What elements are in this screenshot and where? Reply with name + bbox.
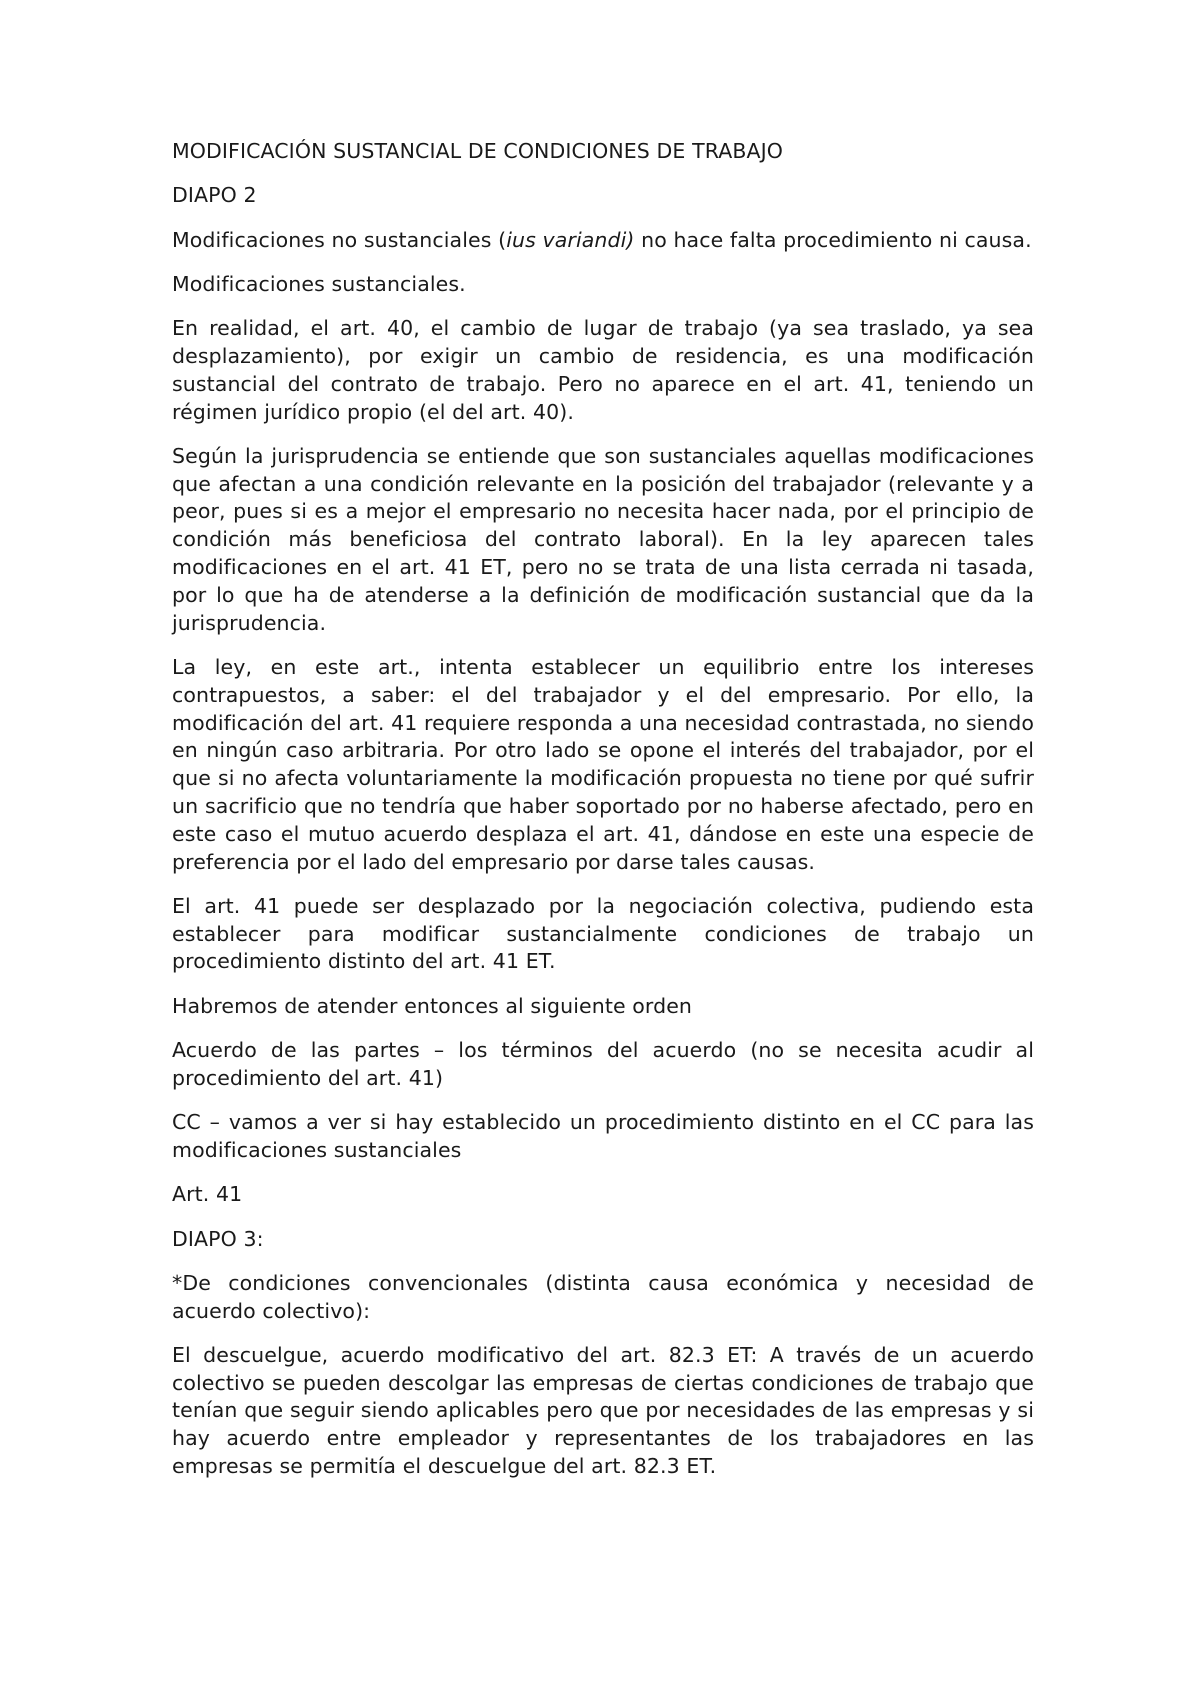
- paragraph-text: Modificaciones no sustanciales (: [172, 227, 507, 252]
- paragraph-art-41: Art. 41: [172, 1182, 243, 1207]
- document-title: MODIFICACIÓN SUSTANCIAL DE CONDICIONES DE TRABAJO: [172, 139, 784, 163]
- paragraph-text: no hace falta procedimiento ni causa.: [634, 227, 1032, 252]
- paragraph-descuelgue: El descuelgue, acuerdo modificativo del art. 82.3 ET: A través de un acuerdo colectivo se pueden descolgar las empresas de ciertas condiciones de trabajo que tenían que seguir siendo aplicables pero que por necesidades de las empresas y si hay acuerdo entre empleador y representantes de los trabajadores en las empresas se permitía el descuelgue del art. 82.3 ET.: [172, 1342, 1034, 1479]
- document-body: [172, 138, 1034, 1497]
- paragraph-jurisprudencia: Según la jurisprudencia se entiende que son sustanciales aquellas modificaciones que afectan a una condición relevante en la posición del trabajador (relevante y a peor, pues si es a mejor el empresario no necesita hacer nada, por el principio de condición más beneficiosa del contrato laboral). En la ley aparecen tales modificaciones en el art. 41 ET, pero no se trata de una lista cerrada ni tasada, por lo que ha de atenderse a la definición de modificación sustancial que da la jurisprudencia.: [172, 443, 1034, 635]
- italic-term: ius variandi): [506, 227, 635, 252]
- paragraph-negociacion-colectiva: El art. 41 puede ser desplazado por la negociación colectiva, pudiendo esta establecer para modificar sustancialmente condiciones de trabajo un procedimiento distinto del art. 41 ET.: [172, 893, 1034, 974]
- paragraph-sustanciales: Modificaciones sustanciales.: [172, 271, 466, 296]
- paragraph-cc: CC – vamos a ver si hay establecido un procedimiento distinto en el CC para las modificaciones sustanciales: [172, 1110, 1034, 1162]
- paragraph-no-sustanciales: [172, 227, 1034, 255]
- paragraph-orden: Habremos de atender entonces al siguiente orden: [172, 993, 693, 1018]
- paragraph-acuerdo-partes: Acuerdo de las partes – los términos del acuerdo (no se necesita acudir al procedimiento del art. 41): [172, 1038, 1034, 1090]
- paragraph-art-40: En realidad, el art. 40, el cambio de lugar de trabajo (ya sea traslado, ya sea desplazamiento), por exigir un cambio de residencia, es una modificación sustancial del contrato de trabajo. Pero no aparece en el art. 41, teniendo un régimen jurídico propio (el del art. 40).: [172, 316, 1034, 424]
- section-heading-diapo-2: DIAPO 2: [172, 183, 257, 208]
- paragraph-condiciones-convencionales: *De condiciones convencionales (distinta causa económica y necesidad de acuerdo colectivo):: [172, 1270, 1034, 1323]
- section-heading-diapo-3: DIAPO 3:: [172, 1226, 264, 1251]
- paragraph-equilibrio: La ley, en este art., intenta establecer un equilibrio entre los intereses contrapuestos, a saber: el del trabajador y el del empresario. Por ello, la modificación del art. 41 requiere responda a una necesidad contrastada, no siendo en ningún caso arbitraria. Por otro lado se opone el interés del trabajador, por el que si no afecta voluntariamente la modificación propuesta no tiene por qué sufrir un sacrificio que no tendría que haber soportado por no haberse afectado, pero en este caso el mutuo acuerdo desplaza el art. 41, dándose en este una especie de preferencia por el lado del empresario por darse tales causas.: [172, 654, 1034, 874]
